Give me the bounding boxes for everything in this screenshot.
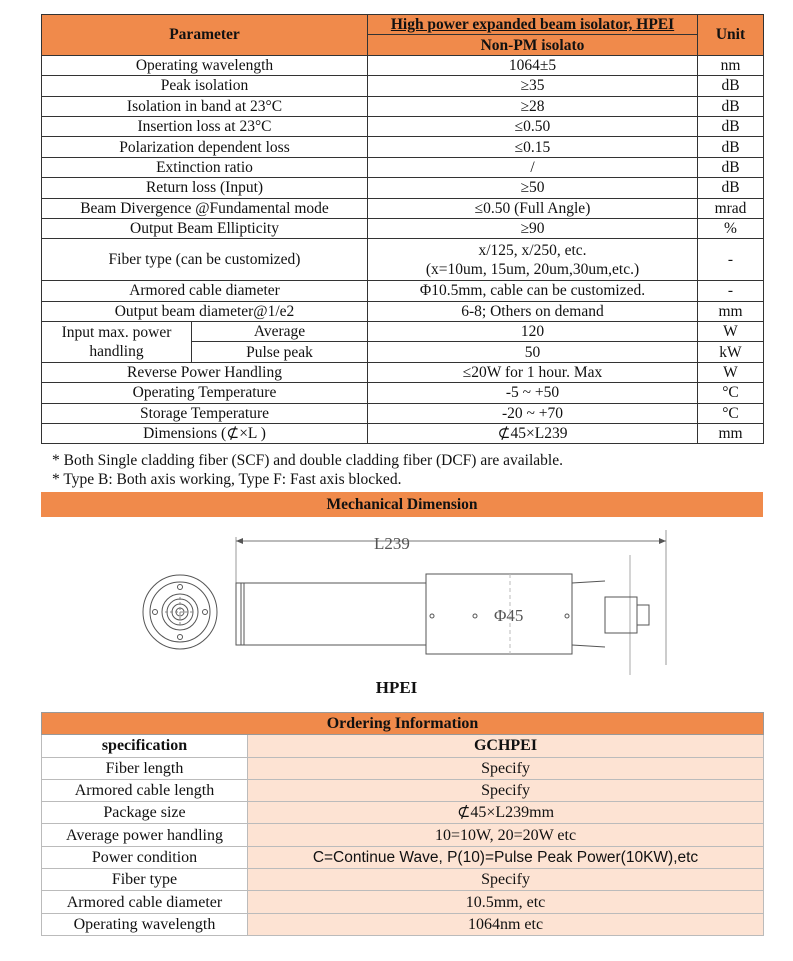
spec-cell: Fiber type xyxy=(42,869,248,891)
input-power-label-line2: handling xyxy=(89,342,144,360)
table-row xyxy=(42,116,764,136)
table-row xyxy=(42,824,764,846)
param-cell: Operating wavelength xyxy=(42,55,368,75)
unit-cell: mrad xyxy=(698,198,764,218)
value-cell: ≤20W for 1 hour. Max xyxy=(368,362,698,382)
unit-cell: dB xyxy=(698,137,764,157)
table-row xyxy=(42,178,764,198)
ordering-title: Ordering Information xyxy=(42,713,764,735)
input-power-label xyxy=(42,322,192,363)
table-row xyxy=(42,281,764,301)
param-cell: Output Beam Ellipticity xyxy=(42,218,368,238)
table-row xyxy=(42,757,764,779)
unit-cell: W xyxy=(698,362,764,382)
value-cell: Φ10.5mm, cable can be customized. xyxy=(368,281,698,301)
param-cell: Peak isolation xyxy=(42,76,368,96)
unit-cell: dB xyxy=(698,76,764,96)
code-header: GCHPEI xyxy=(248,735,764,757)
mechanical-dimension-title: Mechanical Dimension xyxy=(41,492,763,517)
unit-cell: °C xyxy=(698,403,764,423)
value-cell: -5 ~ +50 xyxy=(368,383,698,403)
param-cell: Fiber type (can be customized) xyxy=(42,239,368,281)
table-row xyxy=(42,869,764,891)
product-header-line2: Non-PM isolato xyxy=(368,35,698,55)
unit-cell: dB xyxy=(698,116,764,136)
unit-cell: - xyxy=(698,281,764,301)
value-cell: ⊄45×L239 xyxy=(368,424,698,444)
table-row xyxy=(42,913,764,935)
value-cell: C=Continue Wave, P(10)=Pulse Peak Power(10KW),etc xyxy=(248,846,764,868)
param-cell: Dimensions (⊄×L ) xyxy=(42,424,368,444)
table-row xyxy=(42,403,764,423)
value-cell xyxy=(368,239,698,281)
value-cell: 10=10W, 20=20W etc xyxy=(248,824,764,846)
unit-cell: W xyxy=(698,322,764,342)
side-view xyxy=(236,530,666,675)
value-cell: 120 xyxy=(368,322,698,342)
unit-cell: dB xyxy=(698,96,764,116)
spec-cell: Average power handling xyxy=(42,824,248,846)
value-cell: ≤0.50 xyxy=(368,116,698,136)
value-cell: Specify xyxy=(248,779,764,801)
spec-header-row-1 xyxy=(42,15,764,35)
table-row xyxy=(42,96,764,116)
value-cell: ⊄45×L239mm xyxy=(248,802,764,824)
parameter-header: Parameter xyxy=(42,15,368,56)
ordering-table xyxy=(41,712,764,936)
param-cell: Isolation in band at 23°C xyxy=(42,96,368,116)
spec-cell: Operating wavelength xyxy=(42,913,248,935)
spec-cell: Armored cable diameter xyxy=(42,891,248,913)
unit-header: Unit xyxy=(698,15,764,56)
table-row xyxy=(42,891,764,913)
unit-cell: dB xyxy=(698,178,764,198)
table-row xyxy=(42,76,764,96)
value-cell: 1064±5 xyxy=(368,55,698,75)
spec-cell: Fiber length xyxy=(42,757,248,779)
value-cell: ≤0.50 (Full Angle) xyxy=(368,198,698,218)
param-cell: Insertion loss at 23°C xyxy=(42,116,368,136)
table-row xyxy=(42,846,764,868)
note-cladding: * Both Single cladding fiber (SCF) and double cladding fiber (DCF) are available. xyxy=(52,452,563,469)
table-row xyxy=(42,198,764,218)
spec-table xyxy=(41,14,764,444)
fiber-type-line2: (x=10um, 15um, 20um,30um,etc.) xyxy=(425,260,640,278)
table-row xyxy=(42,137,764,157)
param-cell: Reverse Power Handling xyxy=(42,362,368,382)
table-row xyxy=(42,424,764,444)
table-row xyxy=(42,383,764,403)
unit-cell: % xyxy=(698,218,764,238)
value-cell: Specify xyxy=(248,757,764,779)
unit-cell: kW xyxy=(698,342,764,362)
value-cell: / xyxy=(368,157,698,177)
value-cell: 50 xyxy=(368,342,698,362)
ordering-header-row xyxy=(42,735,764,757)
table-row xyxy=(42,301,764,321)
drawing-caption: HPEI xyxy=(375,678,418,697)
input-power-row-average xyxy=(42,322,764,342)
fiber-type-row xyxy=(42,239,764,281)
value-cell: 10.5mm, etc xyxy=(248,891,764,913)
value-cell: ≥28 xyxy=(368,96,698,116)
ordering-title-row xyxy=(42,713,764,735)
end-view xyxy=(143,575,217,649)
table-row xyxy=(42,802,764,824)
diameter-label: Φ45 xyxy=(494,606,524,625)
unit-cell: °C xyxy=(698,383,764,403)
param-cell: Polarization dependent loss xyxy=(42,137,368,157)
value-cell: -20 ~ +70 xyxy=(368,403,698,423)
unit-cell: mm xyxy=(698,424,764,444)
unit-cell: nm xyxy=(698,55,764,75)
value-cell: 6-8; Others on demand xyxy=(368,301,698,321)
spec-cell: Package size xyxy=(42,802,248,824)
sub-param-cell: Average xyxy=(192,322,368,342)
table-row xyxy=(42,779,764,801)
value-cell: ≥35 xyxy=(368,76,698,96)
table-row xyxy=(42,362,764,382)
value-cell: 1064nm etc xyxy=(248,913,764,935)
spec-cell: Armored cable length xyxy=(42,779,248,801)
unit-cell: mm xyxy=(698,301,764,321)
unit-cell: - xyxy=(698,239,764,281)
spec-cell: Power condition xyxy=(42,846,248,868)
table-row xyxy=(42,157,764,177)
length-label: L239 xyxy=(374,534,410,553)
fiber-type-line1: x/125, x/250, etc. xyxy=(478,241,587,259)
value-cell: ≥50 xyxy=(368,178,698,198)
param-cell: Extinction ratio xyxy=(42,157,368,177)
param-cell: Output beam diameter@1/e2 xyxy=(42,301,368,321)
param-cell: Storage Temperature xyxy=(42,403,368,423)
table-row xyxy=(42,218,764,238)
spec-header: specification xyxy=(42,735,248,757)
value-cell: ≥90 xyxy=(368,218,698,238)
param-cell: Beam Divergence @Fundamental mode xyxy=(42,198,368,218)
value-cell: ≤0.15 xyxy=(368,137,698,157)
table-row xyxy=(42,55,764,75)
mechanical-drawing xyxy=(130,525,690,675)
product-header-line1: High power expanded beam isolator, HPEI xyxy=(368,15,698,35)
value-cell: Specify xyxy=(248,869,764,891)
input-power-label-line1: Input max. power xyxy=(61,323,172,341)
param-cell: Return loss (Input) xyxy=(42,178,368,198)
sub-param-cell: Pulse peak xyxy=(192,342,368,362)
unit-cell: dB xyxy=(698,157,764,177)
note-type: * Type B: Both axis working, Type F: Fast axis blocked. xyxy=(52,471,402,488)
param-cell: Armored cable diameter xyxy=(42,281,368,301)
param-cell: Operating Temperature xyxy=(42,383,368,403)
